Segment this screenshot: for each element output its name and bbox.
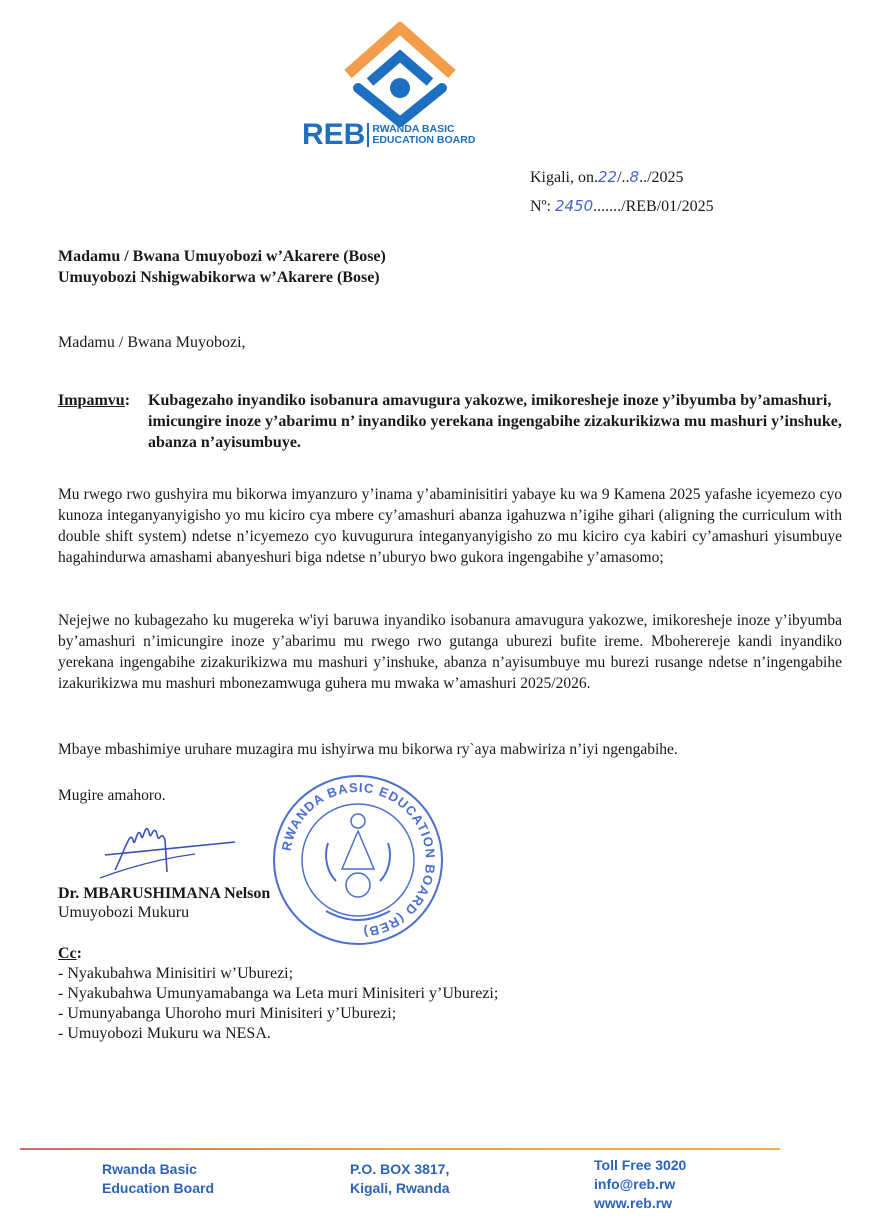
cc-list [58, 944, 498, 1044]
subject-label: Impamvu: [58, 392, 131, 409]
addressee-line1: Madamu / Bwana Umuyobozi w’Akarere (Bose) [58, 248, 386, 265]
footer-website-link[interactable]: www.reb.rw [594, 1195, 673, 1211]
signature-icon [95, 810, 245, 885]
cc-item: - Umunyabanga Uhoroho muri Minisiteri y’Uburezi; [58, 1005, 397, 1022]
footer-email-link[interactable]: info@reb.rw [594, 1176, 676, 1192]
official-stamp-icon [268, 773, 448, 948]
date-month-handwritten: 8 [629, 168, 640, 186]
footer-org-name [102, 1160, 214, 1198]
footer-address [350, 1160, 450, 1198]
reference-number-suffix: ......./REB/01/2025 [593, 198, 714, 215]
date-prefix: Kigali, on. [530, 169, 598, 186]
footer-divider [20, 1148, 780, 1150]
org-acronym: REB [302, 118, 366, 151]
svg-text:RWANDA BASIC EDUCATION BOARD (: RWANDA BASIC EDUCATION BOARD (REB) [278, 779, 439, 940]
body-paragraph-2: Nejejwe no kubagezaho ku mugereka w'iyi baruwa inyandiko isobanura amavugura yakozwe, imikoresheje inoze y’ibyumba by’amashuri n’imicungire inoze y’abarimu mu rwego rwo gutanga uburezi bufite ireme. Mboherereje kandi inyandiko yerekana ingengabihe zizakurikizwa mu mashuri y’inshuke, abanza n’ayisumbuye mu burezi rusange ndetse n’ingengabihe izakurikizwa mu mashuri mbonezamwuga guhera mu mwaka w’amashuri 2025/2026. [58, 612, 842, 692]
footer-contact [594, 1156, 686, 1213]
signer-block [58, 884, 270, 922]
addressee-line2: Umuyobozi Nshigwabikorwa w’Akarere (Bose) [58, 269, 380, 286]
org-full-name [372, 124, 475, 146]
number-prefix: Nº: [530, 198, 551, 215]
org-name-line1: RWANDA BASIC [372, 123, 455, 135]
cc-item: - Nyakubahwa Umunyamabanga wa Leta muri Minisiteri y’Uburezi; [58, 985, 499, 1002]
signer-name: Dr. MBARUSHIMANA Nelson [58, 885, 271, 902]
reference-block [530, 163, 714, 221]
footer-city: Kigali, Rwanda [350, 1180, 450, 1196]
signer-title: Umuyobozi Mukuru [58, 904, 190, 921]
footer-org-line1: Rwanda Basic [102, 1161, 197, 1177]
body-paragraph-3: Mbaye mbashimiye uruhare muzagira mu ishyirwa mu bikorwa ry`aya mabwiriza n’iyi ngengabihe. [58, 741, 678, 758]
date-separator: /.. [617, 169, 630, 186]
wordmark-divider [367, 123, 369, 147]
cc-label: Cc: [58, 945, 82, 962]
footer-org-line2: Education Board [102, 1180, 215, 1196]
footer-toll-free: Toll Free 3020 [594, 1157, 687, 1173]
subject-text: Kubagezaho inyandiko isobanura amavugura yakozwe, imikoresheje inoze y’ibyumba by’amashuri, imicungire inoze y’abarimu n’ inyandiko yerekana ingengabihe zizakurikizwa mu mashuri y’inshuke, abanza n’ayisumbuye. [148, 392, 842, 451]
body-paragraph-1: Mu rwego rwo gushyira mu bikorwa imyanzuro y’inama y’abaminisitiri yabaye ku wa 9 Kamena 2025 yafashe icyemezo cyo kunoza integanyanyigisho yo mu kiciro cya mbere cy’amashuri abanza igahuzwa n’igihe gihari (aligning the curriculum with double shift system) ndetse n’icyemezo cyo kuvugurura integanyanyigisho zo mu kiciro cya kabiri cy’amashuri yisumbuye hagahindurwa amashami abanyeshuri biga ndetse n’uburyo bwo gukora ingengabihe y’amasomo; [58, 486, 842, 566]
org-name-line2: EDUCATION BOARD [372, 134, 476, 146]
reference-number-handwritten: 2450 [554, 197, 594, 215]
letterhead-wordmark [302, 120, 475, 150]
addressee [58, 246, 386, 288]
reference-number-line [530, 192, 714, 221]
footer-po-box: P.O. BOX 3817, [350, 1161, 450, 1177]
closing: Mugire amahoro. [58, 787, 166, 804]
date-year: ../2025 [639, 169, 684, 186]
date-line [530, 163, 714, 192]
cc-item: - Umuyobozi Mukuru wa NESA. [58, 1025, 271, 1042]
date-day-handwritten: 22 [598, 168, 618, 186]
salutation: Madamu / Bwana Muyobozi, [58, 334, 246, 351]
cc-item: - Nyakubahwa Minisitiri w’Uburezi; [58, 965, 294, 982]
